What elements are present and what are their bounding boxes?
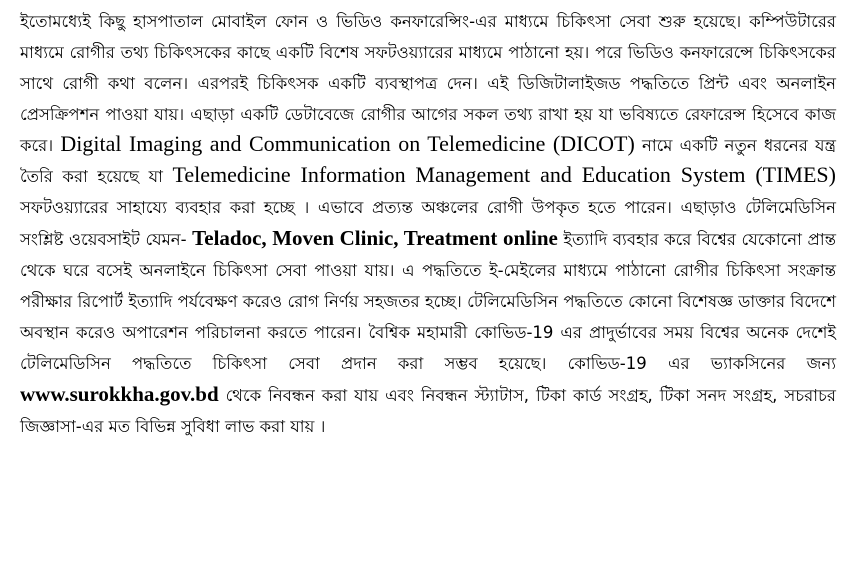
vaccine-website: www.surokkha.gov.bd xyxy=(20,382,219,406)
text-websites-intro: সফটওয়্যারের সাহায্যে ব্যবহার করা হচ্ছে । এভাবে প্রত্যন্ত অঞ্চলের রোগী উপকৃত হতে পারেন। এছাড়াও টেলিমেডিসিন সংশ্লিষ্ট ওয়েবসাইট যেমন- xyxy=(20,198,836,249)
text-telemedicine-benefits: ইত্যাদি ব্যবহার করে বিশ্বের যেকোনো প্রান্ত থেকে ঘরে বসেই অনলাইনে চিকিৎসা সেবা পাওয়া যায়। এ পদ্ধতিতে ই-মেইলের মাধ্যমে পাঠানো রোগীর চিকিৎসা সংক্রান্ত পরীক্ষার রিপোর্ট ইত্যাদি পর্যবেক্ষণ করেও রোগ নির্ণয় সহজতর হচ্ছে। টেলিমেডিসিন পদ্ধতিতে কোনো বিশেষজ্ঞ ডাক্তার বিদেশে অবস্থান করেও অপারেশন পরিচালনা করতে পারেন। বৈশ্বিক মহামারী কোভিড-19 এর প্রাদুর্ভাবের সময় বিশ্বের অনেক দেশেই টেলিমেডিসিন পদ্ধতিতে চিকিৎসা সেবা প্রদান করা সম্ভব হয়েছে। কোভিড-19 এর ভ্যাকসিনের জন্য xyxy=(20,230,836,373)
body-paragraph xyxy=(20,6,836,442)
text-intro: ইতোমধ্যেই কিছু হাসপাতাল মোবাইল ফোন ও ভিডিও কনফারেন্সিং-এর মাধ্যমে চিকিৎসা সেবা শুরু হয়েছে। কম্পিউটারের মাধ্যমে রোগীর তথ্য চিকিৎসকের কাছে একটি বিশেষ সফটওয়্যারের মাধ্যমে পাঠানো হয়। পরে ভিডিও কনফারেন্সে চিকিৎসকের সাথে রোগী কথা বলেন। এরপরই চিকিৎসক একটি ব্যবস্থাপত্র দেন। এই ডিজিটালাইজড পদ্ধতিতে প্রিন্ট এবং অনলাইন প্রেসক্রিপশন পাওয়া যায়। এছাড়া একটি ডেটাবেজে রোগীর আগের সকল তথ্য রাখা হয় যা ভবিষ্যতে রেফারেন্স হিসেবে কাজ করে। xyxy=(20,12,836,155)
telemedicine-websites: Teladoc, Moven Clinic, Treatment online xyxy=(192,226,558,250)
times-name: Telemedicine Information Management and Education System (TIMES) xyxy=(172,162,836,187)
dicot-name: Digital Imaging and Communication on Telemedicine (DICOT) xyxy=(60,131,635,156)
text-dicot-device: নামে একটি নতুন ধরনের যন্ত্র তৈরি করা হয়েছে যা xyxy=(20,136,836,186)
text-registration: থেকে নিবন্ধন করা যায় এবং নিবন্ধন স্ট্যাটাস, টিকা কার্ড সংগ্রহ, টিকা সনদ সংগ্রহ, সচরাচর জিজ্ঞাসা-এর মত বিভিন্ন সুবিধা লাভ করা যায় । xyxy=(20,386,837,436)
